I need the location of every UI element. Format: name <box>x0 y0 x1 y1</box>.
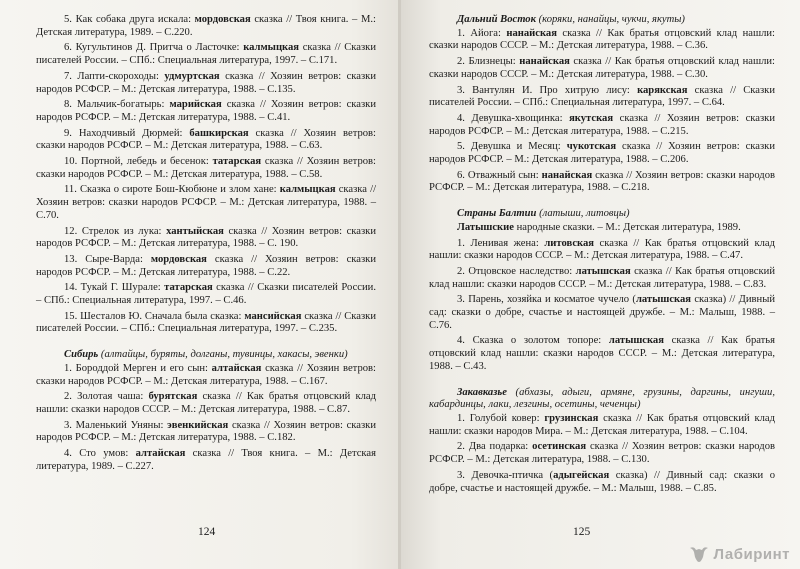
left-page <box>0 0 399 569</box>
section-peoples: (латыши, литовцы) <box>536 208 630 220</box>
bibliography-entry <box>429 141 775 166</box>
entry-title: 2. Близнецы: <box>457 56 520 68</box>
section-title: Закавказье <box>457 386 507 398</box>
entry-title: 9. Находчивый Дюрмей: <box>64 127 190 139</box>
bibliography-entry <box>429 56 775 81</box>
entry-nationality: осетинская <box>532 441 587 453</box>
entry-source: сказка // Сказки писателей России. – СПб.: Специальная литература, 1997. – С.64. <box>429 84 775 109</box>
entry-nationality: бурятская <box>148 391 198 403</box>
entry-title: 10. Портной, лебедь и бесенок: <box>64 156 213 168</box>
entry-title: 4. Сто умов: <box>64 448 136 460</box>
entry-title: 5. Девушка и Месяц: <box>457 141 567 153</box>
collection-details: народные сказки. – М.: Детская литература, 1989. <box>513 221 741 233</box>
entry-title: 14. Тукай Г. Шурале: <box>64 282 165 294</box>
entry-nationality: нанайская <box>541 169 593 181</box>
entry-nationality: татарская <box>164 282 213 294</box>
entry-source: сказка // Хозяин ветров: сказки народов РСФСР. – М.: Детская литература, 1988. – С.218. <box>429 169 775 194</box>
bibliography-entry <box>429 113 775 138</box>
entry-nationality: литовская <box>544 237 595 249</box>
entry-nationality: удмуртская <box>164 70 220 82</box>
entry-nationality: мансийская <box>244 310 302 322</box>
entry-source: сказка // Хозяин ветров: сказки народов РСФСР. – М.: Детская литература, 1988. – С.215. <box>429 112 775 137</box>
section-title: Дальний Восток <box>457 14 536 25</box>
bibliography-entry <box>36 226 376 251</box>
entry-source: сказка // Хозяин ветров: сказки народов РСФСР. – М.: Детская литература, 1988. – С.70. <box>36 184 377 221</box>
bibliography-entry <box>429 470 775 495</box>
bibliography-entry <box>36 42 376 67</box>
entry-nationality: якутская <box>569 112 614 124</box>
entry-title: 11. Сказка о сироте Бош-Кюбюне и злом хане: <box>64 184 280 196</box>
entry-source: сказка // Хозяин ветров: сказки народов РСФСР. – М.: Детская литература, 1988. – С.63. <box>36 127 376 152</box>
page-number-right: 125 <box>573 526 591 538</box>
entry-source: сказка // Хозяин ветров: сказки народов РСФСР. – М.: Детская литература, 1988. – С.41. <box>36 99 376 123</box>
entry-source: сказка // Как братья отцовский клад нашли: сказки народов Мира. – М.: Детская литература, 1988. – С.104. <box>429 412 775 437</box>
bibliography-entry <box>429 441 775 466</box>
bibliography-entry <box>36 420 376 445</box>
entry-title: 3. Вантулян И. Про хитрую лису: <box>457 84 638 96</box>
bibliography-entry <box>36 128 376 153</box>
bibliography-entry <box>36 14 376 39</box>
bibliography-entry <box>36 448 376 473</box>
entry-title: 15. Шесталов Ю. Сначала была сказка: <box>64 310 245 322</box>
page-number-left: 124 <box>198 526 216 538</box>
entry-title: 2. Отцовское наследство: <box>457 265 576 277</box>
entry-source: сказка // Как братья отцовский клад нашли: сказки народов СССР. – М.: Детская литература, 1988. – С.83. <box>429 265 775 290</box>
entry-title: 4. Сказка о золотом топоре: <box>457 335 609 347</box>
entry-title: 4. Девушка-хвощинка: <box>457 112 570 124</box>
bibliography-entry <box>36 254 376 279</box>
entry-source: сказка // Хозяин ветров: сказки народов РСФСР. – М.: Детская литература, 1988. – С.167. <box>36 362 376 387</box>
entry-title: 6. Кугультинов Д. Притча о Ласточке: <box>64 42 244 54</box>
entry-source: сказка // Как братья отцовский клад нашли: сказки народов СССР. – М.: Детская литература, 1988. – С.36. <box>429 27 776 52</box>
entry-nationality: латышская <box>608 335 664 347</box>
entry-title: 13. Сыре-Варда: <box>64 253 151 265</box>
entry-source: сказка // Твоя книга. – М.: Детская литература, 1989. – С.220. <box>36 14 376 38</box>
entry-nationality: мордовская <box>150 253 207 265</box>
entry-source: сказка // Как братья отцовский клад нашли: сказки народов СССР. – М.: Детская литература, 1988. – С.43. <box>429 335 775 372</box>
collection-title: Латышские <box>457 221 514 233</box>
entry-source: сказка // Хозяин ветров: сказки народов РСФСР. – М.: Детская литература, 1988. – С.130. <box>429 441 775 466</box>
section-peoples: (алтайцы, буряты, долганы, тувинцы, хакасы, эвенки) <box>98 349 348 361</box>
baltic-collection-line <box>429 222 775 235</box>
entry-nationality: хантыйская <box>166 225 224 237</box>
entry-nationality: латышская <box>635 294 691 306</box>
entry-source: сказка // Как братья отцовский клад нашли: сказки народов СССР. – М.: Детская литература, 1988. – С.30. <box>429 56 775 80</box>
entry-nationality: эвенкийская <box>167 419 229 431</box>
entry-nationality: адыгейская <box>553 469 610 481</box>
bibliography-entry <box>429 266 775 291</box>
entry-title: 1. Голубой ковер: <box>457 412 545 424</box>
section-baltic-heading <box>429 208 775 221</box>
entry-title: 1. Бороддой Мерген и его сын: <box>64 362 212 374</box>
entry-nationality: марийская <box>169 99 222 111</box>
entry-title: 12. Стрелок из лука: <box>64 225 167 237</box>
entry-source: сказка // Сказки писателей России. – СПб.: Специальная литература, 1997. – С.171. <box>36 42 376 67</box>
labirint-watermark <box>688 545 790 563</box>
entry-title: 6. Отважный сын: <box>457 169 542 181</box>
entry-source: сказка // Твоя книга. – М.: Детская литература, 1989. – С.227. <box>36 448 376 472</box>
section-title: Сибирь <box>64 349 99 361</box>
entry-nationality: латышская <box>575 265 631 277</box>
bibliography-entry <box>36 71 376 96</box>
entry-nationality: башкирская <box>189 127 249 139</box>
bibliography-entry <box>429 294 775 332</box>
entry-nationality: мордовская <box>194 14 251 25</box>
bibliography-entry <box>36 391 376 416</box>
entry-title: 3. Маленький Уняны: <box>64 419 168 431</box>
entry-source: сказка // Хозяин ветров: сказки народов РСФСР. – М.: Детская литература, 1988. – С.206. <box>429 141 775 166</box>
entry-title: 3. Парень, хозяйка и косматое чучело ( <box>457 294 636 306</box>
section-caucasus-heading <box>429 387 775 412</box>
entry-nationality: алтайская <box>211 362 262 374</box>
bibliography-entry <box>36 311 376 336</box>
watermark-text: Лабиринт <box>713 545 790 563</box>
entry-nationality: алтайская <box>135 448 186 460</box>
minotaur-logo-icon <box>688 545 710 563</box>
section-far-east-heading <box>429 14 775 27</box>
entry-source: сказка // Хозяин ветров: сказки народов РСФСР. – М.: Детская литература, 1988. – С.182. <box>36 419 376 444</box>
bibliography-entry <box>36 184 376 222</box>
bibliography-entry <box>429 28 775 53</box>
entry-source: сказка // Как братья отцовский клад нашли: сказки народов СССР. – М.: Детская литература, 1988. – С.87. <box>36 391 377 415</box>
entry-nationality: нанайская <box>506 27 557 39</box>
entry-nationality: калмыцкая <box>279 184 336 196</box>
entry-source: сказка) // Дивный сад: сказки о добре, счастье и настоящей дружбе. – М.: Малыш, 1988. – С.85. <box>429 469 775 494</box>
right-page <box>401 0 800 569</box>
entry-nationality: татарская <box>212 156 262 168</box>
section-peoples: (абхазы, адыги, армяне, грузины, даргины, ингуши, кабардинцы, лаки, лезгины, осетины, чеченцы) <box>429 386 775 411</box>
entry-source: сказка // Хозяин ветров: сказки народов РСФСР. – М.: Детская литература, 1988. – С. 190. <box>36 225 376 250</box>
bibliography-entry <box>36 282 376 307</box>
entry-title: 1. Ленивая жена: <box>457 237 545 249</box>
entry-nationality: грузинская <box>544 412 599 424</box>
entry-title: 5. Как собака друга искала: <box>64 14 195 25</box>
entry-nationality: калмыцкая <box>243 42 300 54</box>
bibliography-entry <box>36 156 376 181</box>
entry-nationality: карякская <box>637 84 688 96</box>
bibliography-entry <box>36 363 376 388</box>
bibliography-entry <box>429 85 775 110</box>
entry-source: сказка // Хозяин ветров: сказки народов РСФСР. – М.: Детская литература, 1988. – С.135. <box>36 70 376 95</box>
entry-title: 8. Мальчик-богатырь: <box>64 99 170 111</box>
entry-source: сказка // Хозяин ветров: сказки народов РСФСР. – М.: Детская литература, 1988. – С.58. <box>36 156 376 180</box>
section-siberia-heading <box>36 349 376 362</box>
bibliography-entry <box>429 413 775 438</box>
entry-title: 1. Айога: <box>457 27 507 39</box>
entry-nationality: нанайская <box>519 56 570 68</box>
bibliography-entry <box>429 335 775 373</box>
entry-title: 2. Золотая чаша: <box>64 391 149 403</box>
bibliography-entry <box>36 99 376 124</box>
section-title: Страны Балтии <box>457 208 537 220</box>
entry-nationality: чукотская <box>566 141 617 153</box>
entry-title: 7. Лапти-скороходы: <box>64 70 165 82</box>
entry-source: сказка // Сказки писателей России. – СПб.: Специальная литература, 1997. – С.46. <box>36 282 376 307</box>
bibliography-entry <box>429 170 775 195</box>
entry-title: 3. Девочка-птичка ( <box>457 469 554 481</box>
entry-source: сказка // Как братья отцовский клад нашли: сказки народов СССР. – М.: Детская литература, 1988. – С.47. <box>429 237 775 262</box>
section-peoples: (коряки, нанайцы, чукчи, якуты) <box>535 14 685 25</box>
entry-title: 2. Два подарка: <box>457 441 533 453</box>
entry-source: сказка) // Дивный сад: сказки о добре, счастье и настоящей дружбе. – М.: Малыш, 1988. – С.76. <box>429 294 775 331</box>
bibliography-entry <box>429 238 775 263</box>
left-page-column <box>36 14 376 477</box>
entry-source: сказка // Сказки писателей России. – СПб.: Специальная литература, 1997. – С.235. <box>36 310 376 335</box>
entry-source: сказка // Хозяин ветров: сказки народов РСФСР. – М.: Детская литература, 1988. – С.22. <box>36 253 376 278</box>
right-page-column <box>429 14 775 498</box>
